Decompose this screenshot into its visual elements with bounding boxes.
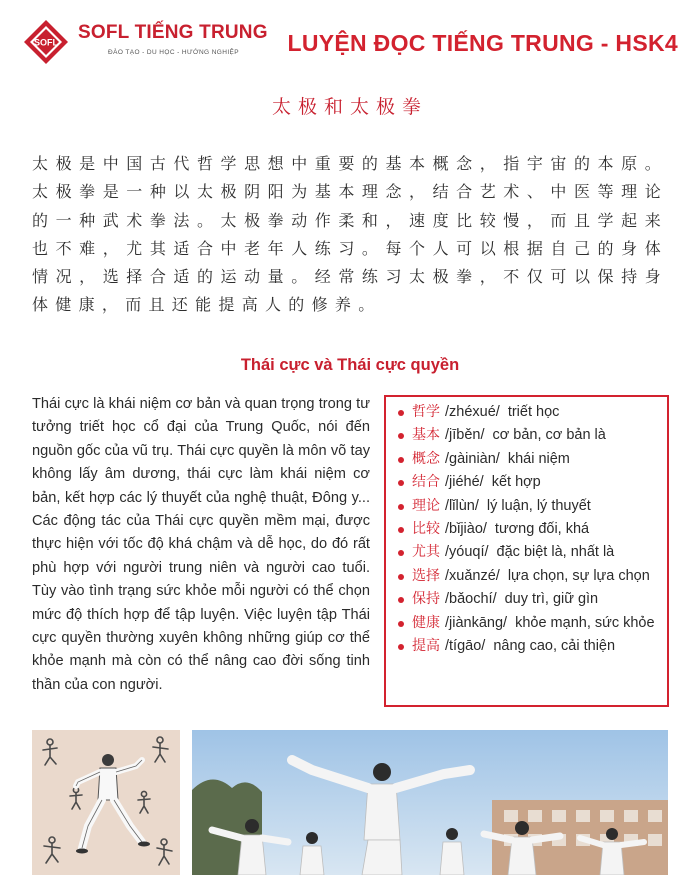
- vocab-meaning: kết hợp: [491, 474, 541, 491]
- vocab-item: [396, 518, 661, 541]
- vocab-meaning: khái niệm: [507, 450, 570, 467]
- vocab-hanzi: 比较: [412, 521, 440, 538]
- vocab-item: [396, 424, 661, 447]
- vietnamese-title: Thái cực và Thái cực quyền: [240, 356, 460, 374]
- vocab-item: [396, 495, 661, 518]
- vocab-hanzi: 哲学: [412, 404, 440, 420]
- vocab-item: [396, 565, 661, 588]
- vocab-hanzi: 基本: [412, 427, 440, 444]
- vocab-pinyin: /bǎochí/: [445, 591, 497, 608]
- vietnamese-passage: Thái cực là khái niệm cơ bản và quan trọng trong tư tưởng triết học cổ đại của Trung Quốc, nói đến nguồn gốc của vũ trụ. Thái cực quyền là môn võ tay không lấy âm dương, thái cực làm khái niệm cơ bản, kết hợp các lý thuyết của nghệ thuật, Đông y... Các động tác của Thái cực quyền mềm mại, được thực hiện với tốc độ khá chậm và dễ học, do đó rất phù hợp với người trung niên và người cao tuổi. Tùy vào tình trạng sức khỏe mỗi người có thể chọn mức độ thích hợp để tập luyện. Việc luyện tập Thái cực quyền thường xuyên không những giúp cơ thể khỏe mạnh mà còn có thể nâng cao đời sống tinh thần của con người.: [32, 396, 370, 693]
- vocab-meaning: cơ bản, cơ bản là: [492, 427, 606, 444]
- vocab-item: [396, 588, 661, 611]
- vocab-item: [396, 401, 661, 424]
- vocab-meaning: khỏe mạnh, sức khỏe: [515, 614, 655, 631]
- brand-logo[interactable]: [22, 18, 268, 68]
- chinese-title: 太极和太极拳: [271, 96, 428, 118]
- svg-text:SOFL: SOFL: [34, 37, 58, 48]
- vocab-item: [396, 471, 661, 494]
- vocab-pinyin: /tígāo/: [445, 638, 486, 655]
- vocab-meaning: lựa chọn, sự lựa chọn: [507, 567, 650, 584]
- brand-tagline: ĐÀO TẠO - DU HỌC - HƯỚNG NGHIỆP: [108, 49, 240, 56]
- tai-chi-group-photo: [192, 730, 668, 875]
- page-title: LUYỆN ĐỌC TIẾNG TRUNG - HSK4: [287, 30, 678, 56]
- vocab-hanzi: 结合: [412, 474, 440, 491]
- vocab-pinyin: /zhéxué/: [445, 404, 500, 420]
- vocab-item: [396, 635, 661, 658]
- vocab-pinyin: /lǐlùn/: [445, 497, 479, 514]
- vocab-meaning: đặc biệt là, nhất là: [496, 544, 615, 561]
- vocab-pinyin: /jiéhé/: [445, 474, 484, 491]
- vocab-hanzi: 健康: [412, 614, 440, 631]
- vocab-meaning: lý luận, lý thuyết: [486, 497, 591, 514]
- vocab-item: [396, 612, 661, 635]
- tai-chi-illustration: [32, 730, 180, 875]
- vocab-pinyin: /yóuqí/: [445, 544, 489, 561]
- vocab-meaning: triết học: [507, 404, 560, 420]
- chinese-passage: 太极是中国古代哲学思想中重要的基本概念，指宇宙的本原。太极拳是一种以太极阴阳为基本理念，结合艺术、中医等理论的一种武术拳法。太极拳动作柔和，速度比较慢，而且学起来也不难，尤其适合中老年人练习。每个人可以根据自己的身体情况，选择合适的运动量。经常练习太极拳，不仅可以保持身体健康，而且还能提高人的修养。: [32, 154, 668, 315]
- vocab-meaning: tương đối, khá: [494, 521, 590, 538]
- vocab-pinyin: /gàiniàn/: [445, 450, 500, 467]
- vocabulary-box: [384, 395, 669, 707]
- vocab-pinyin: /jīběn/: [445, 427, 485, 444]
- vocab-meaning: nâng cao, cải thiện: [493, 638, 616, 655]
- vocab-hanzi: 选择: [412, 567, 440, 584]
- vocab-hanzi: 尤其: [412, 544, 440, 561]
- sofl-logo-icon: [22, 18, 70, 66]
- vocab-item: [396, 541, 661, 564]
- vocab-hanzi: 保持: [412, 591, 440, 608]
- vocab-item: [396, 448, 661, 471]
- vocab-hanzi: 提高: [412, 638, 440, 655]
- vocab-hanzi: 理论: [412, 497, 440, 514]
- vocab-meaning: duy trì, giữ gìn: [504, 591, 599, 608]
- vocab-pinyin: /jiànkāng/: [445, 614, 508, 631]
- vocab-pinyin: /bǐjiào/: [445, 521, 487, 538]
- vocab-hanzi: 概念: [412, 450, 440, 467]
- page-header: [0, 0, 700, 80]
- brand-name: SOFL TIẾNG TRUNG: [78, 22, 268, 43]
- tai-chi-practitioners-icon: [192, 730, 668, 875]
- vocab-pinyin: /xuǎnzé/: [445, 567, 500, 584]
- tai-chi-figures-icon: [32, 730, 180, 875]
